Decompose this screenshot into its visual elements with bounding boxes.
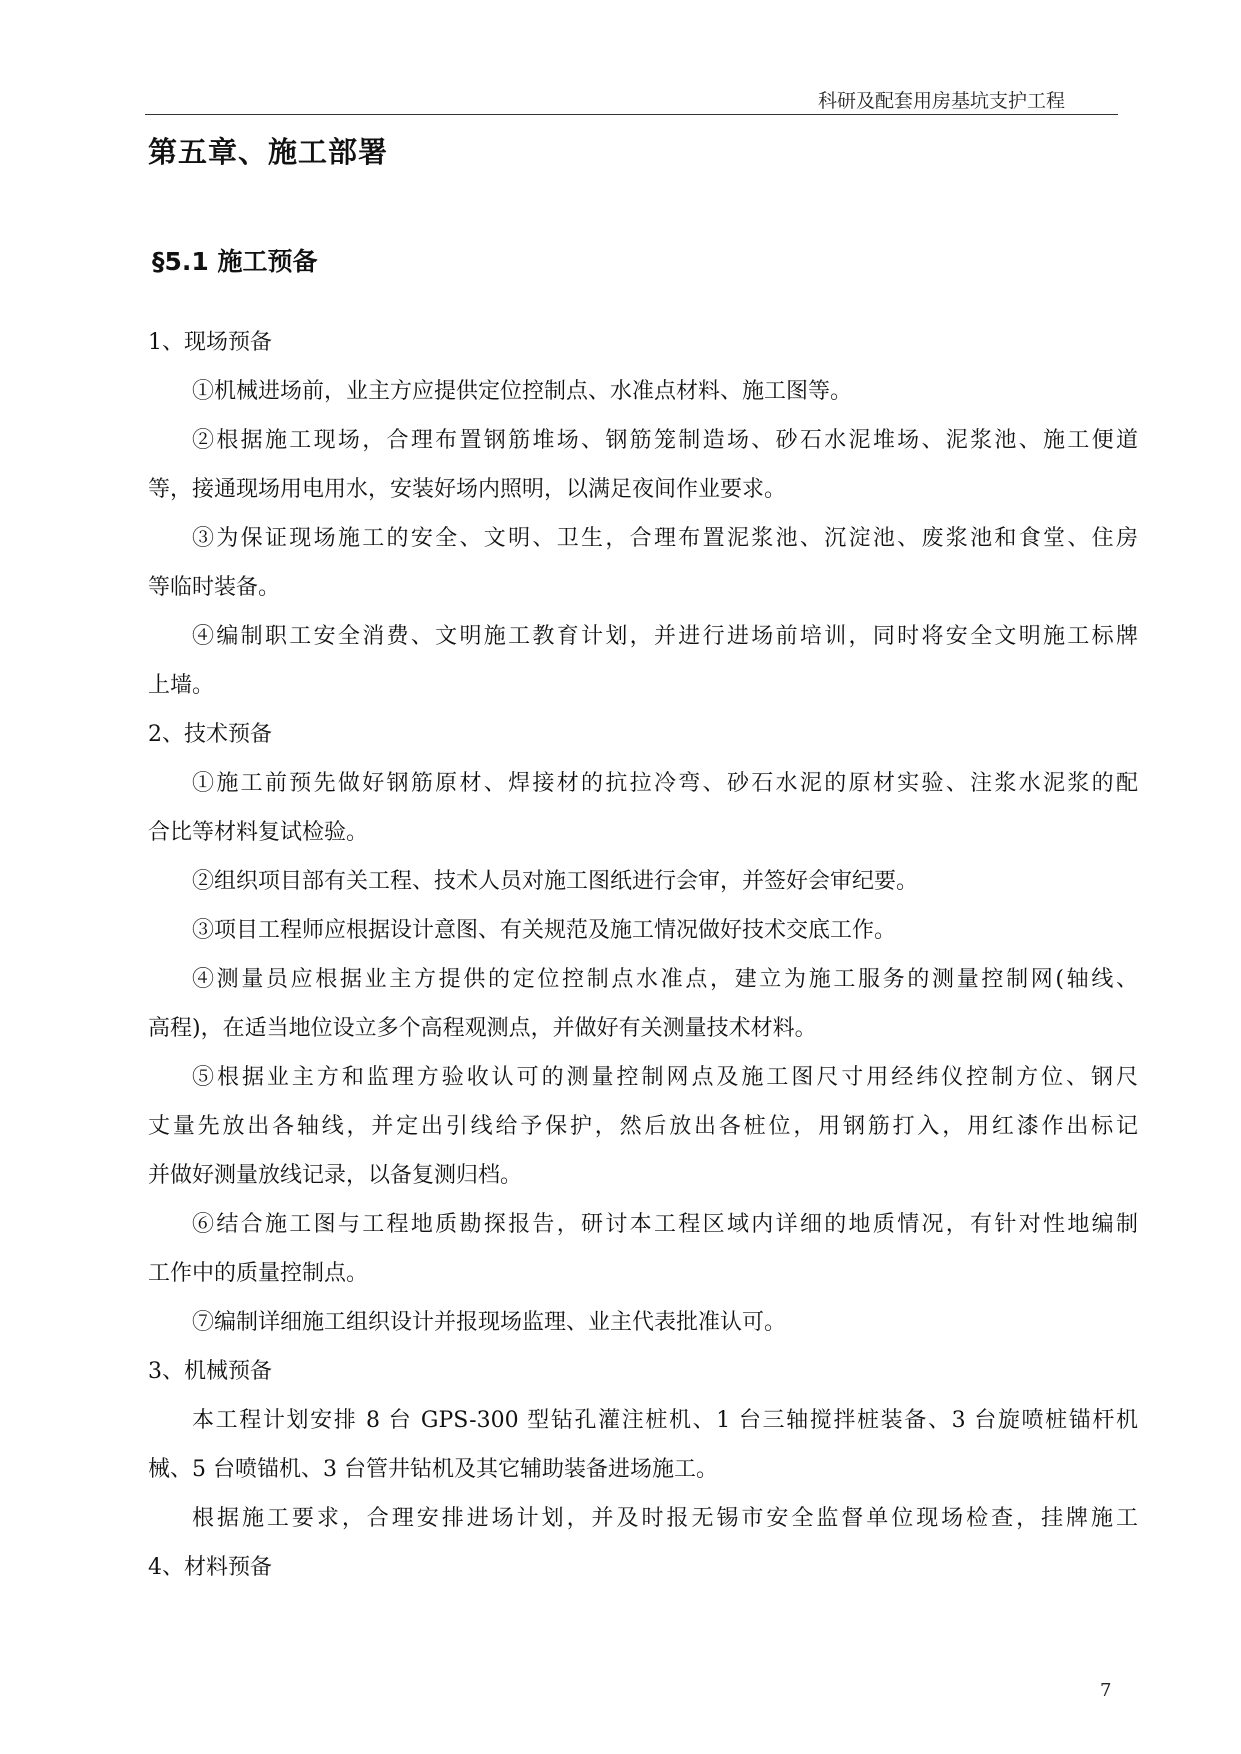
text-line: 2、技术预备 <box>148 722 272 747</box>
text-line: 并做好测量放线记录，以备复测归档。 <box>148 1163 523 1188</box>
text-line: ②根据施工现场，合理布置钢筋堆场、钢筋笼制造场、砂石水泥堆场、泥浆池、施工便道 <box>192 428 1138 453</box>
text-line: 合比等材料复试检验。 <box>148 820 369 845</box>
running-header: 科研及配套用房基坑支护工程 <box>817 90 1065 112</box>
text-line: 3、机械预备 <box>148 1359 272 1384</box>
text-line: ③项目工程师应根据设计意图、有关规范及施工情况做好技术交底工作。 <box>192 918 897 943</box>
section-title: §5.1 施工预备 <box>152 247 318 276</box>
text-line: ①施工前预先做好钢筋原材、焊接材的抗拉冷弯、砂石水泥的原材实验、注浆水泥浆的配 <box>192 771 1138 796</box>
text-line: 高程)，在适当地位设立多个高程观测点，并做好有关测量技术材料。 <box>148 1016 817 1041</box>
chapter-title: 第五章、施工部署 <box>148 135 389 169</box>
text-line: 等，接通现场用电用水，安装好场内照明，以满足夜间作业要求。 <box>148 477 787 502</box>
text-line: ②组织项目部有关工程、技术人员对施工图纸进行会审，并签好会审纪要。 <box>192 869 919 894</box>
text-line: 1、现场预备 <box>148 330 272 355</box>
text-line: ③为保证现场施工的安全、文明、卫生，合理布置泥浆池、沉淀池、废浆池和食堂、住房 <box>192 526 1138 551</box>
text-line: 4、材料预备 <box>148 1555 272 1580</box>
text-line: ⑥结合施工图与工程地质勘探报告，研讨本工程区域内详细的地质情况，有针对性地编制 <box>192 1212 1138 1237</box>
text-line: 上墙。 <box>148 673 215 698</box>
text-line: 工作中的质量控制点。 <box>148 1261 369 1286</box>
text-line: 根据施工要求，合理安排进场计划，并及时报无锡市安全监督单位现场检查，挂牌施工 <box>192 1506 1138 1531</box>
text-line: ①机械进场前，业主方应提供定位控制点、水准点材料、施工图等。 <box>192 379 853 404</box>
text-line: 丈量先放出各轴线，并定出引线给予保护，然后放出各桩位，用钢筋打入，用红漆作出标记 <box>148 1114 1138 1139</box>
text-line: ⑦编制详细施工组织设计并报现场监理、业主代表批准认可。 <box>192 1310 787 1335</box>
text-line: ④编制职工安全消费、文明施工教育计划，并进行进场前培训，同时将安全文明施工标牌 <box>192 624 1138 649</box>
text-line: ④测量员应根据业主方提供的定位控制点水准点，建立为施工服务的测量控制网(轴线、 <box>192 967 1138 992</box>
header-rule <box>145 114 1118 115</box>
text-line: 本工程计划安排 8 台 GPS-300 型钻孔灌注桩机、1 台三轴搅拌桩装备、3 台旋喷桩锚杆机 <box>192 1408 1138 1433</box>
page-number: 7 <box>1100 1680 1112 1701</box>
text-line: ⑤根据业主方和监理方验收认可的测量控制网点及施工图尺寸用经纬仪控制方位、钢尺 <box>192 1065 1138 1090</box>
text-line: 械、5 台喷锚机、3 台管井钻机及其它辅助装备进场施工。 <box>148 1457 718 1482</box>
text-line: 等临时装备。 <box>148 575 281 600</box>
body-text <box>148 318 1138 1592</box>
